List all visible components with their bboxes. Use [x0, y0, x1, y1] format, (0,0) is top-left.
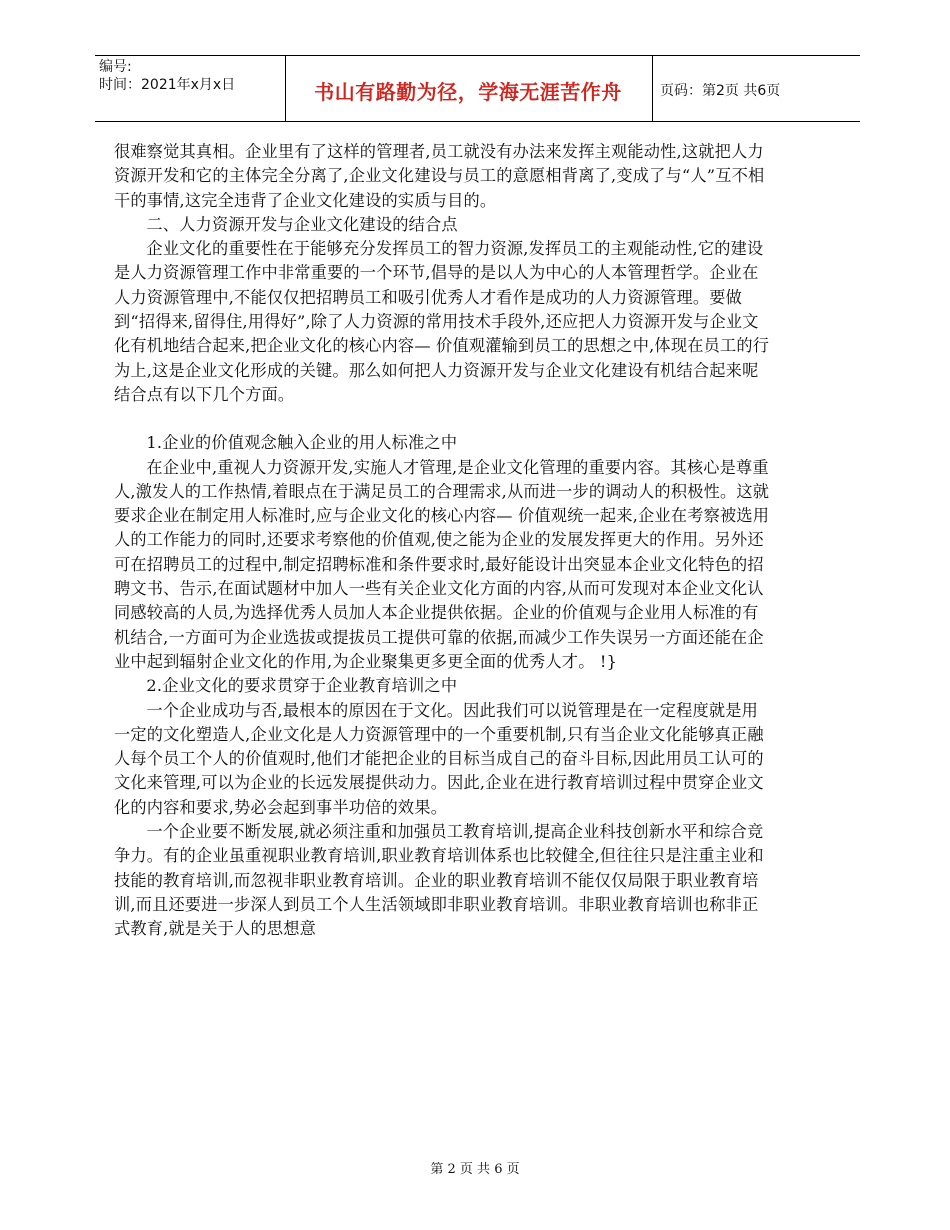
page-footer: 第 2 页 共 6 页 [430, 1162, 520, 1177]
header-page-info: 页码：第2页 共6页 [660, 83, 781, 99]
section-heading: 二、人力资源开发与企业文化建设的结合点 [146, 214, 458, 234]
header-motto: 书山有路勤为径，学海无涯苦作舟 [314, 80, 622, 104]
paragraph: 很难察觉其真相。企业里有了这样的管理者,员工就没有办法来发挥主观能动性,这就把人力资源开发和它的主体完全分离了,企业文化建设与员工的意愿相背离了,变成了与“人”互不相干的事情,这完全违背了企业文化建设的实质与目的。 [114, 142, 765, 210]
header-meta [99, 58, 235, 94]
subsection-heading: 1.企业的价值观念触入企业的用人标准之中 [146, 433, 458, 453]
header-divider-right [652, 55, 653, 121]
blank-line [114, 407, 774, 431]
header-divider-left [285, 55, 286, 121]
subsection-heading: 2.企业文化的要求贯穿于企业教育培训之中 [146, 676, 458, 696]
paragraph: 企业文化的重要性在于能够充分发挥员工的智力资源,发挥员工的主观能动性,它的建设是人力资源管理工作中非常重要的一个环节,倡导的是以人为中心的人本管理哲学。企业在人力资源管理中,不能仅仅把招聘员工和吸引优秀人才看作是成功的人力资源管理。要做到“招得来,留得住,用得好”,除了人力资源的常用技术手段外,还应把人力资源开发与企业文化有机地结合起来,把企业文化的核心内容— 价值观灌输到员工的思想之中,体现在员工的行为上,这是企业文化形成的关键。那么如何把人力资源开发与企业文化建设有机结合起来呢结合点有以下几个方面。 [114, 239, 770, 404]
document-body [114, 140, 774, 942]
paragraph: 一个企业成功与否,最根本的原因在于文化。因此我们可以说管理是在一定程度就是用一定的文化塑造人,企业文化是人力资源管理中的一个重要机制,只有当企业文化能够真正融人每个员工个人的价值观时,他们才能把企业的目标当成自己的奋斗目标,因此用员工认可的文化来管理,可以为企业的长远发展提供动力。因此,企业在进行教育培训过程中贯穿企业文化的内容和要求,势必会起到事半功倍的效果。 [114, 700, 764, 817]
paragraph: 一个企业要不断发展,就必须注重和加强员工教育培训,提高企业科技创新水平和综合竞争力。有的企业虽重视职业教育培训,职业教育培训体系也比较健全,但往往只是注重主业和技能的教育培训,而忽视非职业教育培训。企业的职业教育培训不能仅仅局限于职业教育培训,而且还要进一步深人到员工个人生活领域即非职业教育培训。非职业教育培训也称非正式教育,就是关于人的思想意 [114, 822, 764, 939]
document-number-label: 编号: [99, 59, 132, 75]
header-bottom-rule [95, 121, 860, 122]
paragraph: 在企业中,重视人力资源开发,实施人才管理,是企业文化管理的重要内容。其核心是尊重人,激发人的工作热情,着眼点在于满足员工的合理需求,从而进一步的调动人的积极性。这就要求企业在制定用人标准时,应与企业文化的核心内容— 价值观统一起来,企业在考察被选用人的工作能力的同时,还要求考察他的价值观,使之能为企业的发展发挥更大的作用。另外还可在招聘员工的过程中,制定招聘标准和条件要求时,最好能设计出突显本企业文化特色的招聘文书、告示,在面试题材中加人一些有关企业文化方面的内容,从而可发现对本企业文化认同感较高的人员,为选择优秀人员加人本企业提供依据。企业的价值观与企业用人标准的有机结合,一方面可为企业选拔或提拔员工提供可靠的依据,而减少工作失误另一方面还能在企业中起到辐射企业文化的作用,为企业聚集更多更全面的优秀人才。 !} [114, 457, 770, 671]
document-time-label: 时间：2021年x月x日 [99, 77, 236, 93]
header-top-rule [95, 55, 860, 56]
